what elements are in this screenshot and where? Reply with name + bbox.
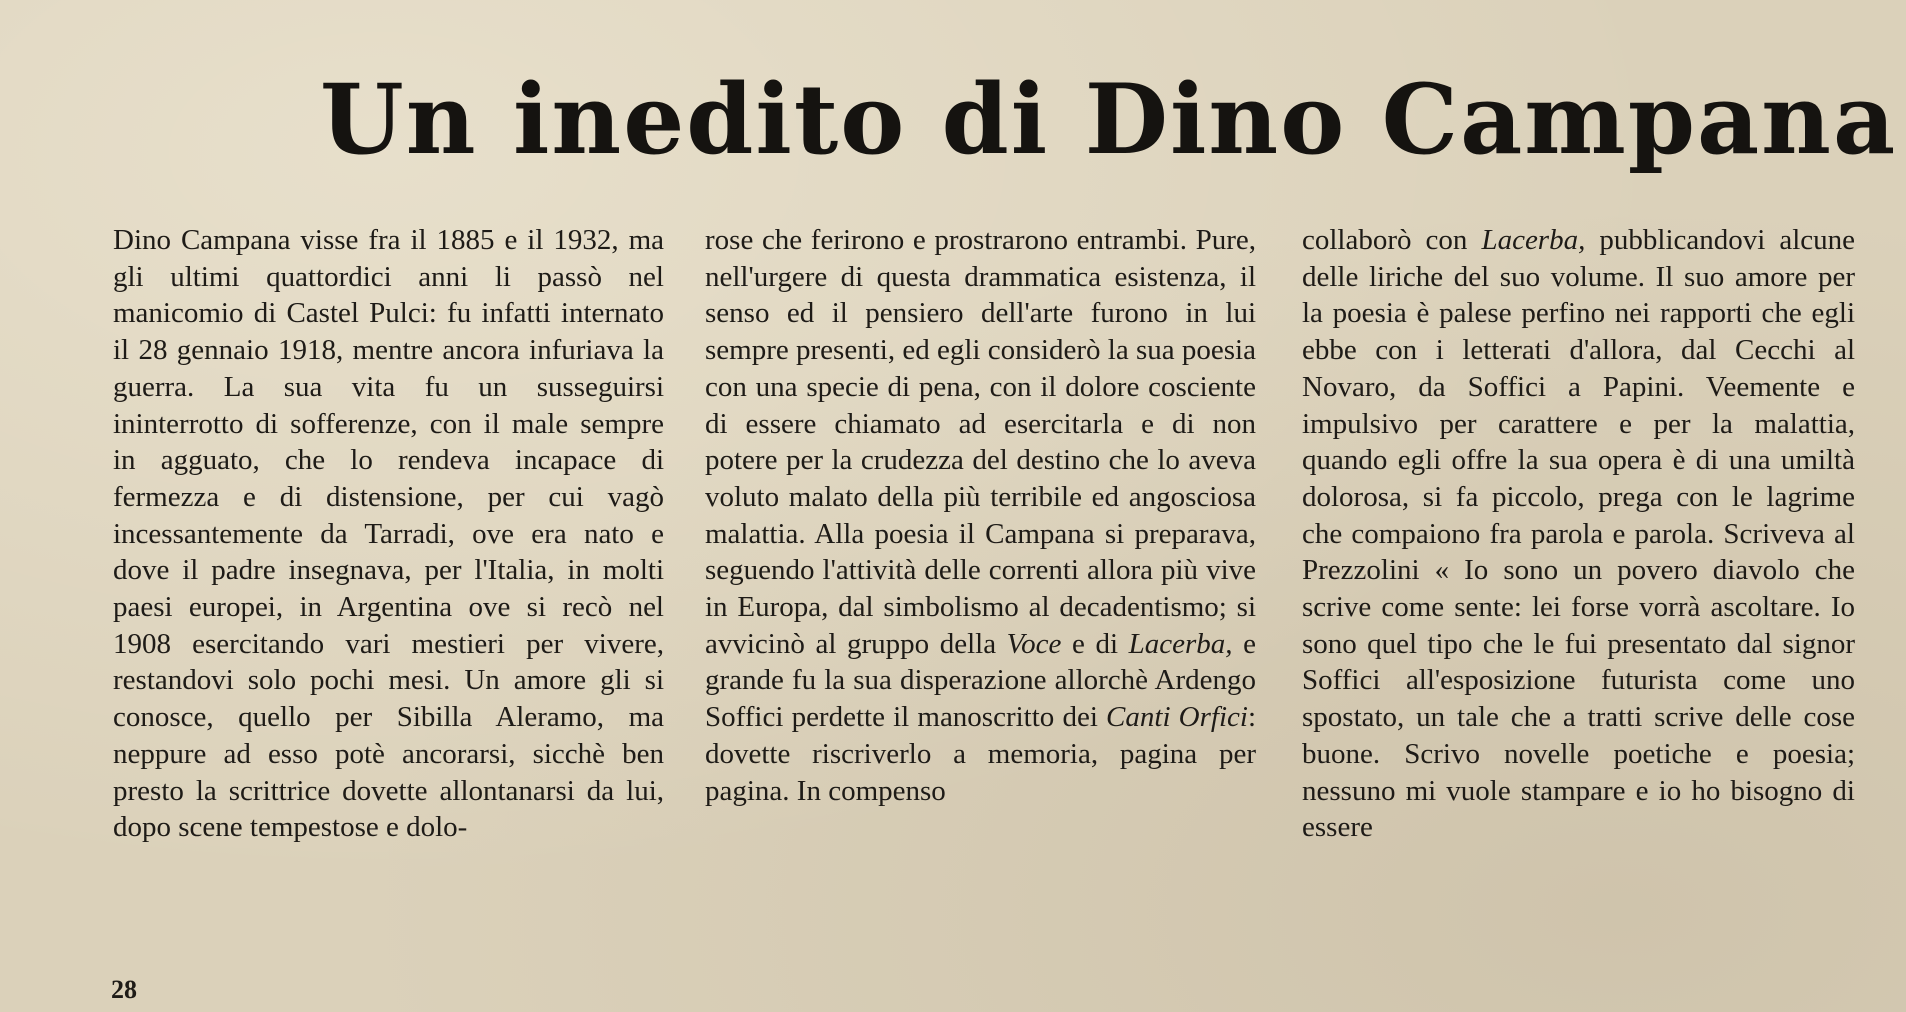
column-2-part-d: : dovette riscriverlo a memoria, pagina per pagina. In compenso — [705, 701, 1256, 807]
text-column-1 — [113, 222, 664, 846]
text-column-3 — [1302, 222, 1855, 846]
canti-orfici-italic: Canti Orfici — [1106, 701, 1248, 734]
lacerba-italic-2: Lacerba, — [1481, 224, 1586, 256]
column-2-part-c: e grande fu la sua disperazione allorchè Ardengo Soffici perdette il manoscritto dei — [705, 627, 1256, 734]
page-number: 28 — [111, 975, 137, 1004]
voce-italic: Voce — [1006, 627, 1062, 660]
column-3-text — [1302, 222, 1855, 846]
lacerba-italic: Lacerba, — [1128, 627, 1233, 660]
text-column-2 — [705, 222, 1256, 809]
column-3-part-a: collaborò con — [1302, 224, 1482, 256]
column-1-text: Dino Campana visse fra il 1885 e il 1932, ma gli ultimi quattordici anni li passò nel manicomio di Castel Pulci: fu infatti internato il 28 gennaio 1918, mentre ancora infuriava la guerra. La sua vita fu un susseguirsi ininterrotto di sofferenze, con il male sempre in agguato, che lo rendeva incapace di fermezza e di distensione, per cui vagò incessantemente da Tarradi, ove era nato e dove il padre insegnava, per l'Italia, in molti paesi europei, in Argentina ove si recò nel 1908 esercitando vari mestieri per vivere, restandovi solo pochi mesi. Un amore gli si conosce, quello per Sibilla Aleramo, ma neppure ad esso potè ancorarsi, sicchè ben presto la scrittrice dovette allontanarsi da lui, dopo scene tempestose e dolo- — [113, 224, 664, 844]
column-2-part-b: e di — [1061, 627, 1129, 660]
column-2-part-a: rose che ferirono e prostrarono entrambi. Pure, nell'urgere di questa drammatica esistenza, il senso ed il pensiero dell'arte furono in lui sempre presenti, ed egli considerò la sua poesia con una specie di pena, con il dolore cosciente di essere chiamato ad esercitarla e di non potere per la crudezza del destino che lo aveva voluto malato della più terribile ed angosciosa malattia. Alla poesia il Campana si preparava, seguendo l'attività delle correnti allora più vive in Europa, dal simbolismo al decadentismo; si avvicinò al gruppo della — [705, 224, 1256, 660]
article-title: Un inedito di Dino Campana — [320, 63, 1898, 176]
column-2-text — [705, 222, 1256, 809]
column-3-part-b: pubblicandovi alcune delle liriche del suo volume. Il suo amore per la poesia è palese perfino nei rapporti che egli ebbe con i letterati d'allora, dal Cecchi al Novaro, da Soffici a Papini. Veemente e impulsivo per carattere e per la malattia, quando egli offre la sua opera è di una umiltà dolorosa, si fa piccolo, prega con le lagrime che compaiono fra parola e parola. Scriveva al Prezzolini « Io sono un povero diavolo che scrive come sente: lei forse vorrà ascoltare. Io sono quel tipo che le fui presentato dal signor Soffici all'esposizione futurista come uno spostato, un tale che a tratti scrive delle cose buone. Scrivo novelle poetiche e poesia; nessuno mi vuole stampare e io ho bisogno di essere — [1302, 224, 1855, 844]
